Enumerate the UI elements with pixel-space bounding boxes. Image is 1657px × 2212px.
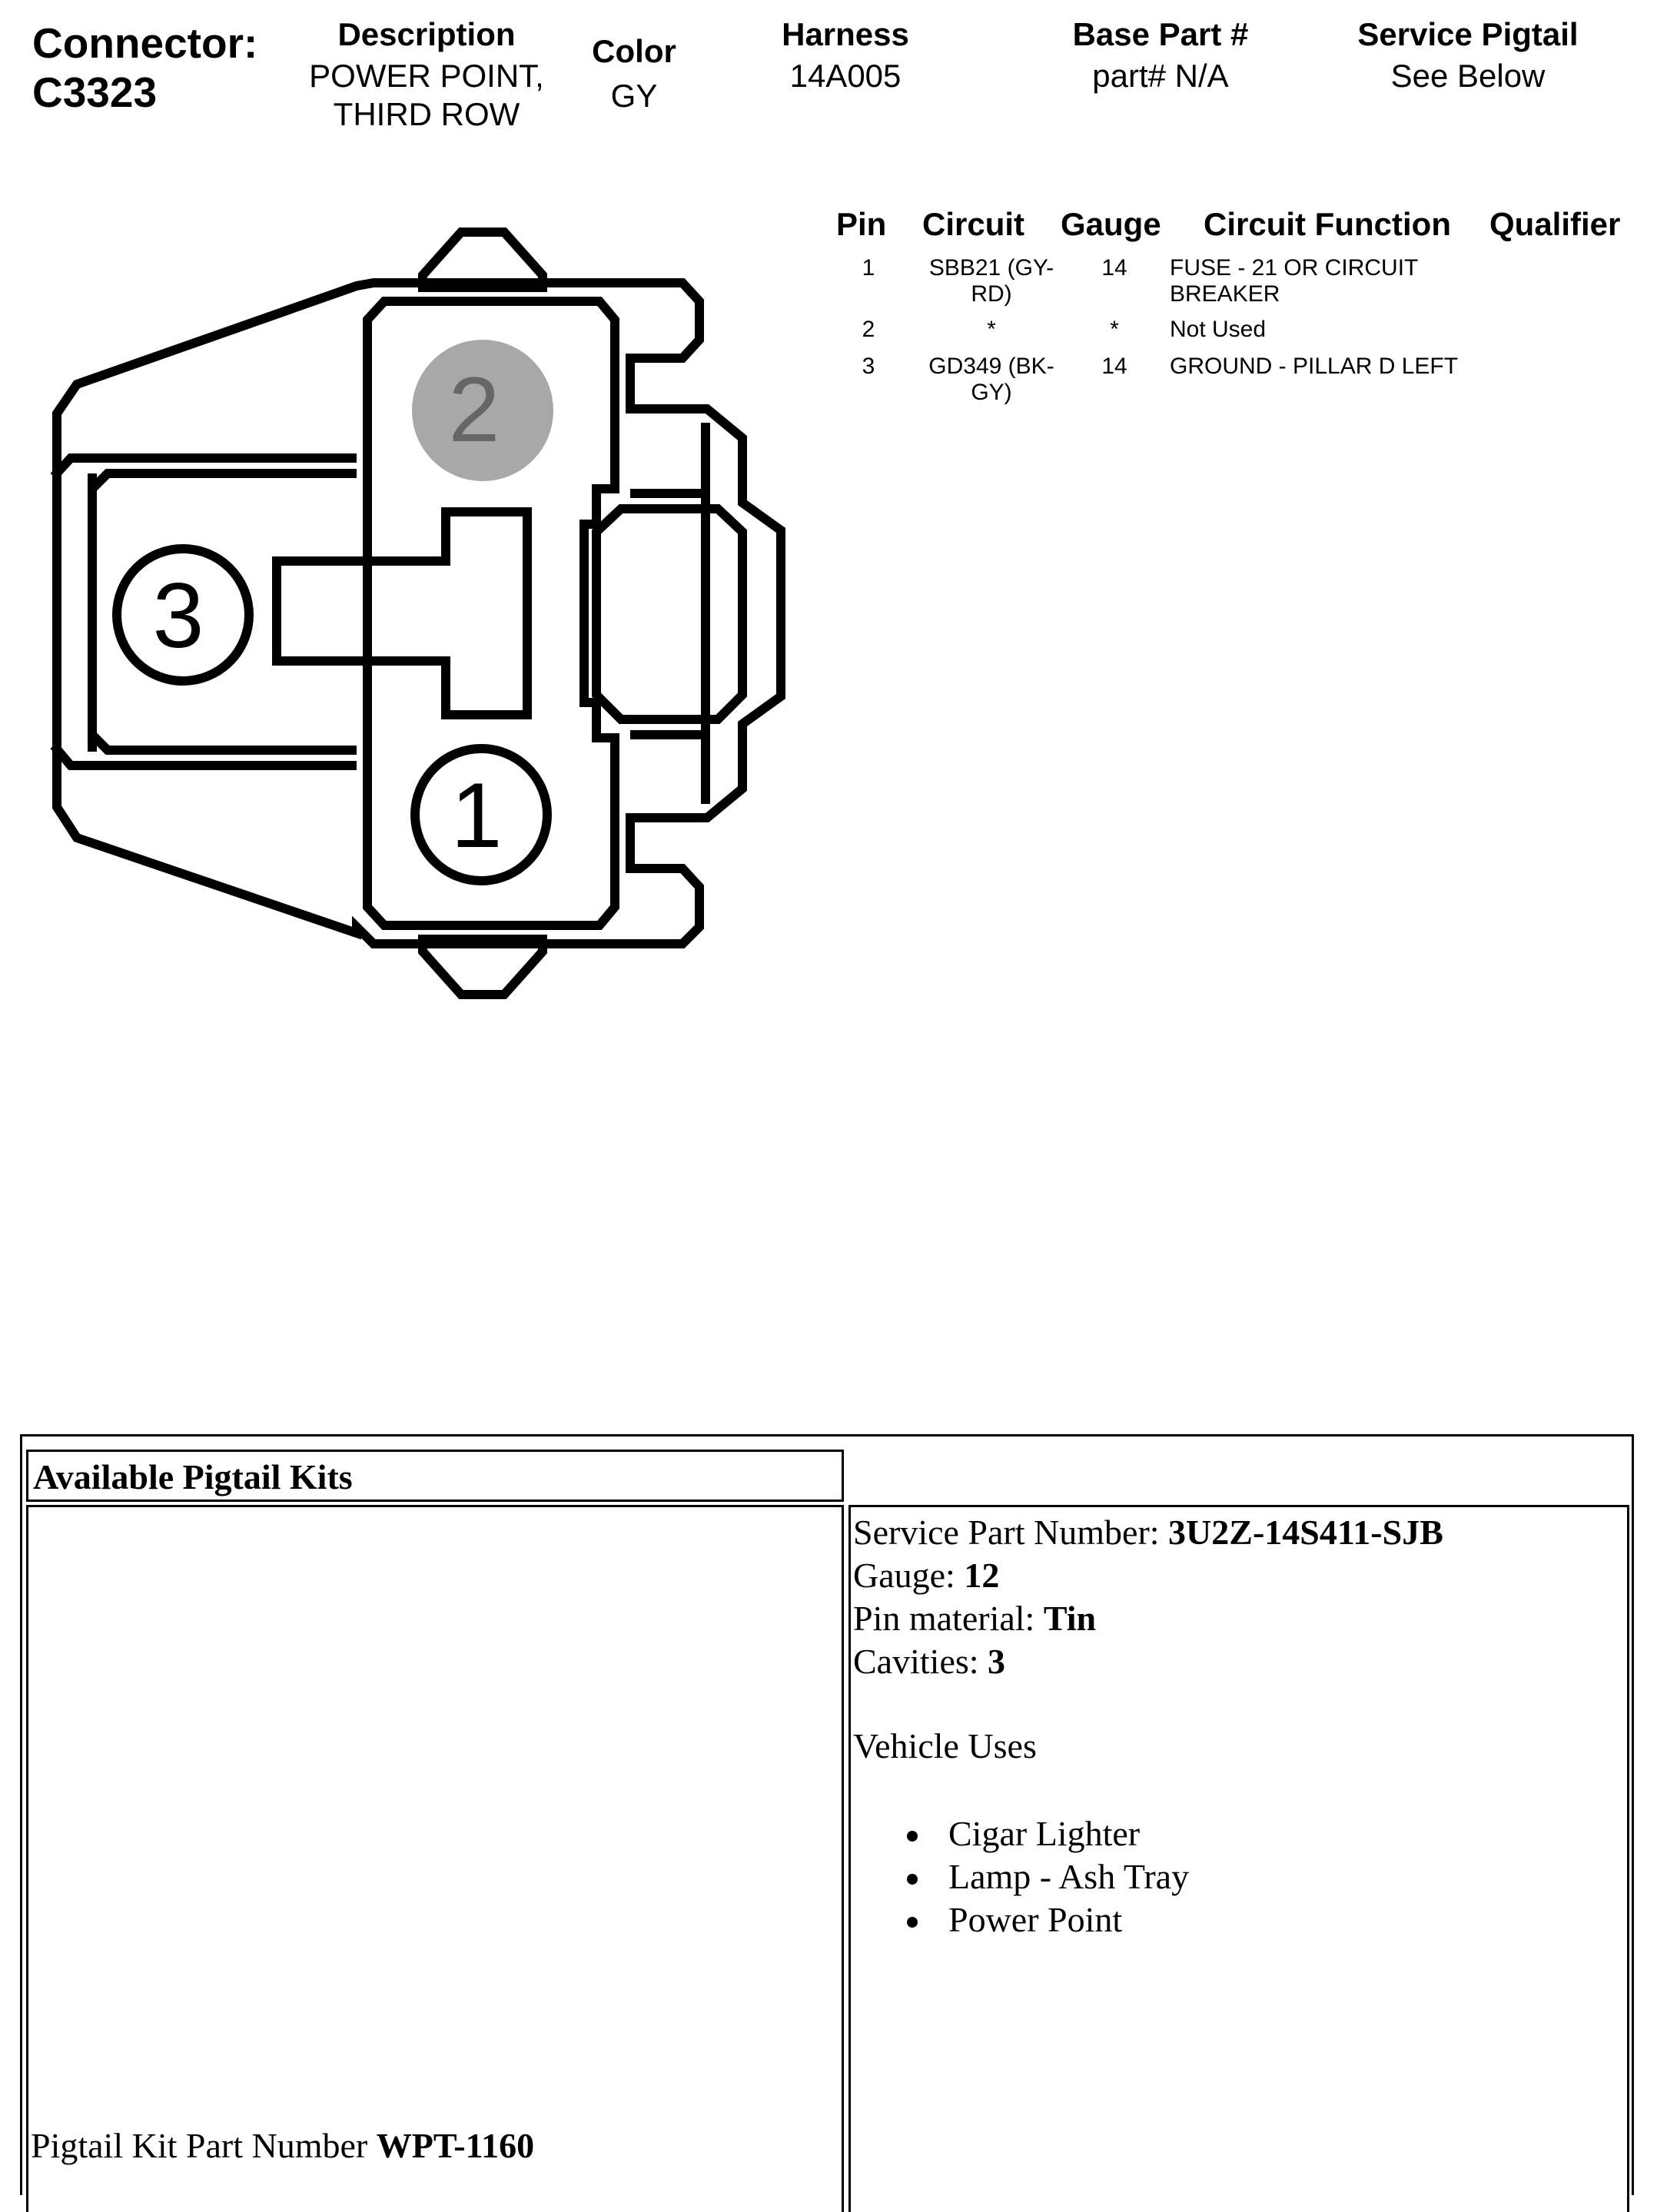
- vehicle-use-text: Cigar Lighter: [948, 1814, 1141, 1853]
- description-line1: POWER POINT,: [309, 58, 544, 94]
- description-line2: THIRD ROW: [333, 96, 520, 132]
- base-part-column: [1030, 15, 1291, 95]
- row2-function: Not Used: [1170, 317, 1267, 342]
- kit-part-label: Pigtail Kit Part Number: [31, 2126, 377, 2165]
- service-part-value: 3U2Z-14S411-SJB: [1168, 1513, 1443, 1552]
- pigtail-kits-title-box: [26, 1450, 844, 1502]
- qualifier-column-header: Qualifier: [1489, 206, 1621, 242]
- pin-material-value: Tin: [1043, 1599, 1097, 1638]
- cavities: [853, 1640, 1005, 1683]
- pin-material: [853, 1597, 1096, 1640]
- row2-gauge: *: [1110, 317, 1119, 342]
- row1-circuit-line1: SBB21 (GY-: [928, 255, 1054, 281]
- service-part-label: Service Part Number:: [853, 1513, 1169, 1552]
- pin-3-label: 3: [152, 564, 204, 667]
- vehicle-use-text: Lamp - Ash Tray: [948, 1857, 1190, 1896]
- base-part-value: part# N/A: [1092, 58, 1229, 94]
- pin-material-label: Pin material:: [853, 1599, 1044, 1638]
- circuit-column-header: Circuit: [922, 206, 1025, 242]
- row2-pin: 2: [862, 317, 875, 342]
- row3-gauge: 14: [1101, 354, 1127, 379]
- gauge-column-header: Gauge: [1061, 206, 1161, 242]
- row1-function-line1: FUSE - 21 OR CIRCUIT: [1170, 255, 1419, 281]
- connector-label: Connector:: [32, 19, 258, 67]
- pigtail-gauge: [853, 1554, 999, 1597]
- pigtail-gauge-value: 12: [964, 1556, 1000, 1595]
- row1-circuit: [907, 255, 1076, 307]
- row3-circuit: [907, 354, 1076, 406]
- row1-gauge: 14: [1101, 255, 1127, 281]
- service-pigtail-value: See Below: [1390, 58, 1546, 94]
- row3-circuit-line1: GD349 (BK-: [928, 354, 1054, 379]
- pin-column-header: Pin: [836, 206, 887, 242]
- service-part-number: [853, 1511, 1443, 1554]
- description-heading: Description: [337, 16, 516, 52]
- bullet-icon: [907, 1874, 918, 1885]
- color-heading: Color: [592, 33, 676, 69]
- row3-pin: 3: [862, 354, 875, 379]
- row3-function: GROUND - PILLAR D LEFT: [1170, 354, 1459, 379]
- service-pigtail-heading: Service Pigtail: [1357, 16, 1579, 52]
- color-column: [569, 32, 699, 115]
- t-keyway: [277, 512, 527, 715]
- cavities-label: Cavities:: [853, 1642, 988, 1681]
- connector-id: C3323: [32, 68, 158, 116]
- cavities-value: 3: [988, 1642, 1006, 1681]
- row1-function-line2: BREAKER: [1170, 281, 1280, 307]
- description-column: [292, 15, 561, 134]
- connector-title: [32, 18, 257, 117]
- color-value: GY: [610, 78, 658, 114]
- bullet-icon: [907, 1917, 918, 1928]
- row1-pin: 1: [862, 255, 875, 281]
- row1-function: [1170, 255, 1493, 307]
- latch-box: [596, 509, 742, 719]
- pigtail-image-box: [26, 1505, 844, 2212]
- harness-column: [738, 15, 953, 95]
- vehicle-use-text: Power Point: [948, 1900, 1123, 1939]
- row3-circuit-line2: GY): [971, 380, 1012, 405]
- pigtail-kit-part-number: [31, 2124, 534, 2167]
- function-column-header: Circuit Function: [1204, 206, 1451, 242]
- connector-diagram: [0, 208, 815, 1007]
- row1-circuit-line2: RD): [971, 281, 1012, 307]
- harness-heading: Harness: [782, 16, 909, 52]
- service-pigtail-column: [1337, 15, 1599, 95]
- kit-part-value: WPT-1160: [376, 2126, 535, 2165]
- pigtail-kits-title: Available Pigtail Kits: [33, 1457, 353, 1496]
- pigtail-gauge-label: Gauge:: [853, 1556, 965, 1595]
- harness-value: 14A005: [789, 58, 902, 94]
- pin-1-label: 1: [450, 764, 503, 867]
- vehicle-uses-label: Vehicle Uses: [853, 1726, 1037, 1765]
- base-part-heading: Base Part #: [1072, 16, 1249, 52]
- row2-circuit: *: [987, 317, 996, 342]
- bullet-icon: [907, 1831, 918, 1842]
- pin-2-label: 2: [448, 358, 500, 461]
